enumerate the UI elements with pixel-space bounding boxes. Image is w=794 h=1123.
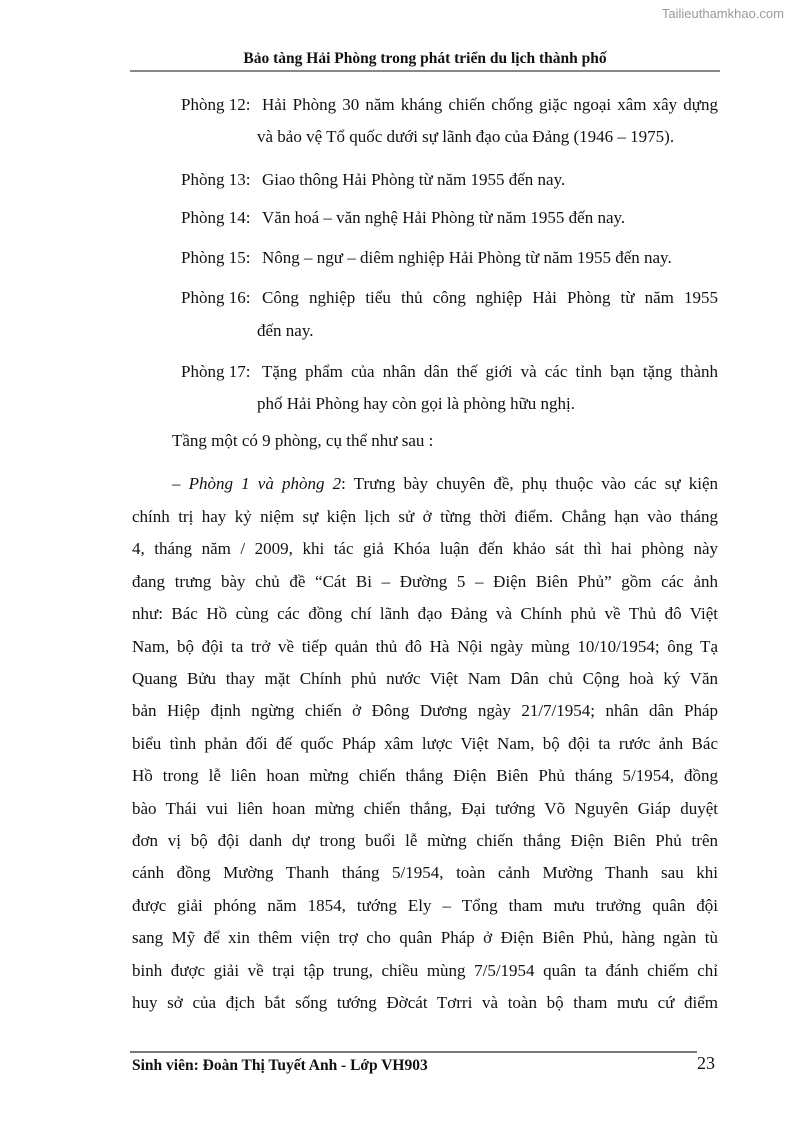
paragraph-line: như: Bác Hồ cùng các đồng chí lãnh đạo Đảng và Chính phủ về Thủ đô Việt (132, 604, 718, 624)
room-description: Nông – ngư – diêm nghiệp Hải Phòng từ năm 1955 đến nay. (262, 248, 672, 267)
room-label: Phòng 12: (181, 95, 251, 114)
paragraph-line: bản Hiệp định ngừng chiến ở Đông Dương ngày 21/7/1954; nhân dân Pháp (132, 701, 718, 721)
dash: – (172, 474, 189, 493)
paragraph-line: sang Mỹ để xin thêm viện trợ cho quân Pháp ở Điện Biên Phủ, hàng ngàn tù (132, 928, 718, 948)
room-label: Phòng 16: (181, 288, 251, 307)
paragraph-line: bào Thái vui liên hoan mừng chiến thắng, Đại tướng Võ Nguyên Giáp duyệt (132, 798, 718, 818)
paragraph-line: Quang Bửu thay mặt Chính phủ nước Việt Nam Dân chủ Cộng hoà ký Văn (132, 669, 718, 688)
room-description: Giao thông Hải Phòng từ năm 1955 đến nay. (262, 170, 566, 189)
room-description: và bảo vệ Tổ quốc dưới sự lãnh đạo của Đảng (1946 – 1975). (257, 127, 675, 146)
page-number: 23 (697, 1053, 715, 1073)
room-description: đến nay. (257, 321, 314, 340)
intro-line: Tầng một có 9 phòng, cụ thể như sau : (172, 431, 434, 450)
paragraph-line: 4, tháng năm / 2009, khi tác giả Khóa luận đến khảo sát thì hai phòng này (132, 539, 718, 559)
paragraph-line: đơn vị bộ đội danh dự trong buổi lễ mừng chiến thắng Điện Biên Phủ trên (132, 831, 718, 850)
room-description: Văn hoá – văn nghệ Hải Phòng từ năm 1955 đến nay. (262, 208, 626, 227)
paragraph-line: chính trị hay kỷ niệm sự kiện lịch sử ở từng thời điểm. Chẳng hạn vào tháng (132, 507, 718, 526)
room-description: Tặng phẩm của nhân dân thế giới và các tỉnh bạn tặng thành (262, 362, 718, 381)
room-label: Phòng 15: (181, 248, 251, 267)
room-label: Phòng 14: (181, 208, 251, 227)
room-description: Hải Phòng 30 năm kháng chiến chống giặc ngoại xâm xây dựng (262, 95, 718, 114)
header-divider (130, 70, 720, 72)
paragraph-line: cánh đồng Mường Thanh tháng 5/1954, toàn cảnh Mường Thanh sau khi (132, 863, 718, 883)
watermark: Tailieuthamkhao.com (661, 6, 784, 21)
paragraph-line: Hồ trong lễ liên hoan mừng chiến thắng Điện Biên Phủ tháng 5/1954, đồng (132, 766, 718, 786)
paragraph-line: binh được giải về trại tập trung, chiều mùng 7/5/1954 quân ta đánh chiếm chỉ (132, 960, 718, 980)
paragraph-line: đang trưng bày chủ đề “Cát Bi – Đường 5 – Điện Biên Phủ” gồm các ảnh (132, 571, 718, 591)
footer-divider (130, 1051, 697, 1053)
room-description: Công nghiệp tiểu thủ công nghiệp Hải Phòng từ năm 1955 (262, 288, 718, 307)
room-label: Phòng 17: (181, 362, 251, 381)
paragraph-line: Nam, bộ đội ta trở về tiếp quản thủ đô Hà Nội ngày mùng 10/10/1954; ông Tạ (132, 636, 718, 656)
lead-rest: : Trưng bày chuyên đề, phụ thuộc vào các sự kiện (341, 474, 719, 493)
italic-lead: Phòng 1 và phòng 2 (188, 474, 342, 493)
paragraph-line: được giải phóng năm 1854, tướng Ely – Tổng tham mưu trưởng quân đội (132, 895, 718, 915)
running-header: Bảo tàng Hải Phòng trong phát triển du lịch thành phố (243, 50, 607, 67)
room-label: Phòng 13: (181, 170, 251, 189)
paragraph-line: biểu tình phản đối đế quốc Pháp xâm lược Việt Nam, bộ đội ta rước ảnh Bác (132, 733, 718, 753)
paragraph-first-line (172, 474, 718, 494)
footer-author: Sinh viên: Đoàn Thị Tuyết Anh - Lớp VH903 (132, 1057, 428, 1074)
room-description: phố Hải Phòng hay còn gọi là phòng hữu nghị. (257, 394, 576, 413)
paragraph-line: huy sở của địch bắt sống tướng Đờcát Tơrri và toàn bộ tham mưu cứ điểm (132, 993, 718, 1012)
